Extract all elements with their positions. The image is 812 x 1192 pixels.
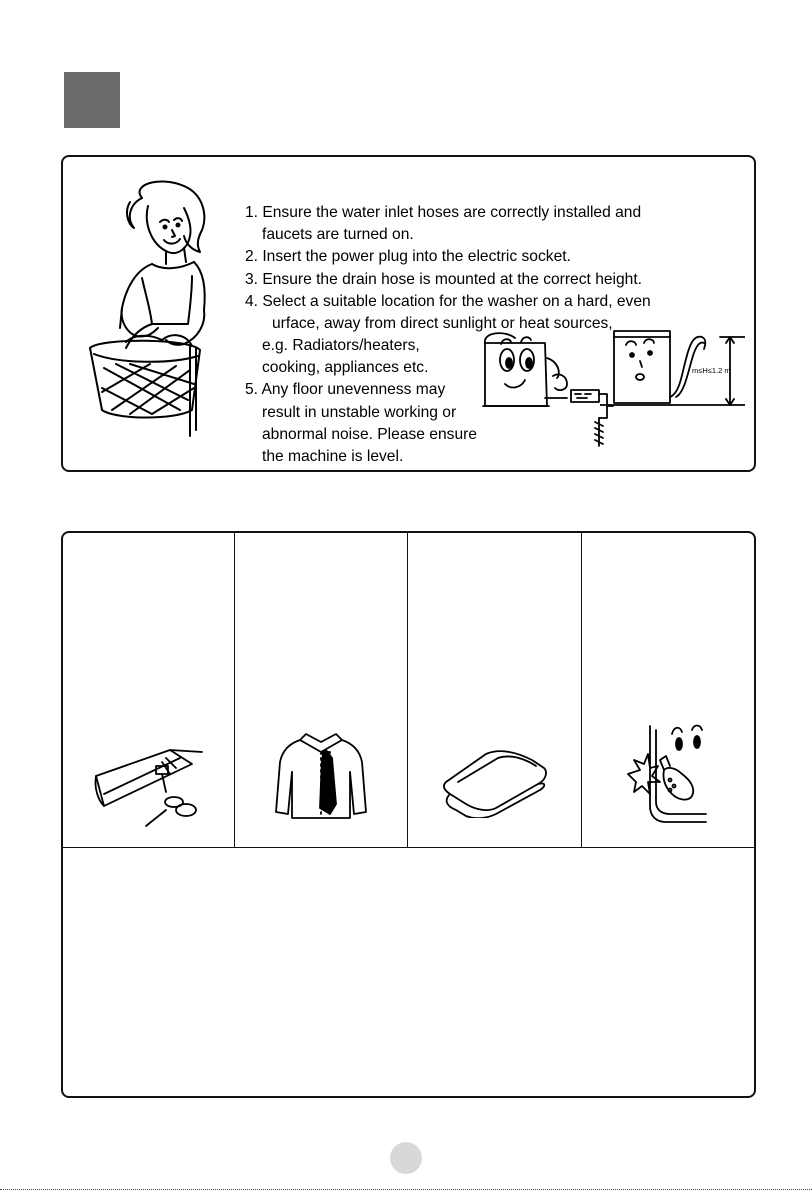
item-stuck-in-drum-icon — [626, 718, 708, 826]
folded-blanket-icon — [440, 746, 550, 818]
washer-plug-in-socket-icon — [475, 318, 615, 453]
hose-height-label: m≤H≤1.2 m — [692, 366, 731, 375]
step-line: cooking, appliances etc. — [262, 359, 429, 377]
installation-steps — [245, 202, 651, 335]
step-line: 4. Select a suitable location for the washer on a hard, even — [245, 292, 651, 310]
step-line: 1. Ensure the water inlet hoses are correctly installed and — [245, 204, 642, 221]
step-line: the machine is level. — [262, 448, 404, 466]
step-line: 5. Any floor unevenness may — [245, 381, 446, 399]
column-divider — [581, 533, 582, 848]
page-bottom-rule — [0, 1189, 812, 1190]
step-line: abnormal noise. Please ensure — [262, 425, 477, 443]
row-divider — [63, 847, 754, 848]
step-line: faucets are turned on. — [262, 226, 414, 244]
shirt-with-tie-icon — [272, 728, 370, 820]
installation-steps-continued — [245, 335, 477, 468]
column-divider — [234, 533, 235, 848]
step-line: e.g. Radiators/heaters, — [262, 337, 420, 354]
woman-with-laundry-basket-icon — [80, 178, 215, 440]
washer-drain-hose-height-icon — [600, 323, 745, 413]
step-line: 3. Ensure the drain hose is mounted at the correct height. — [245, 270, 643, 288]
page-number-badge — [390, 1142, 422, 1174]
step-line: result in unstable working or — [262, 403, 457, 421]
trousers-with-coins-icon — [90, 744, 215, 829]
column-divider — [407, 533, 408, 848]
step-line: urface, away from direct sunlight or heat sources, — [272, 315, 613, 333]
step-line: 2. Insert the power plug into the electric socket. — [245, 248, 571, 266]
section-marker-square — [64, 72, 120, 128]
